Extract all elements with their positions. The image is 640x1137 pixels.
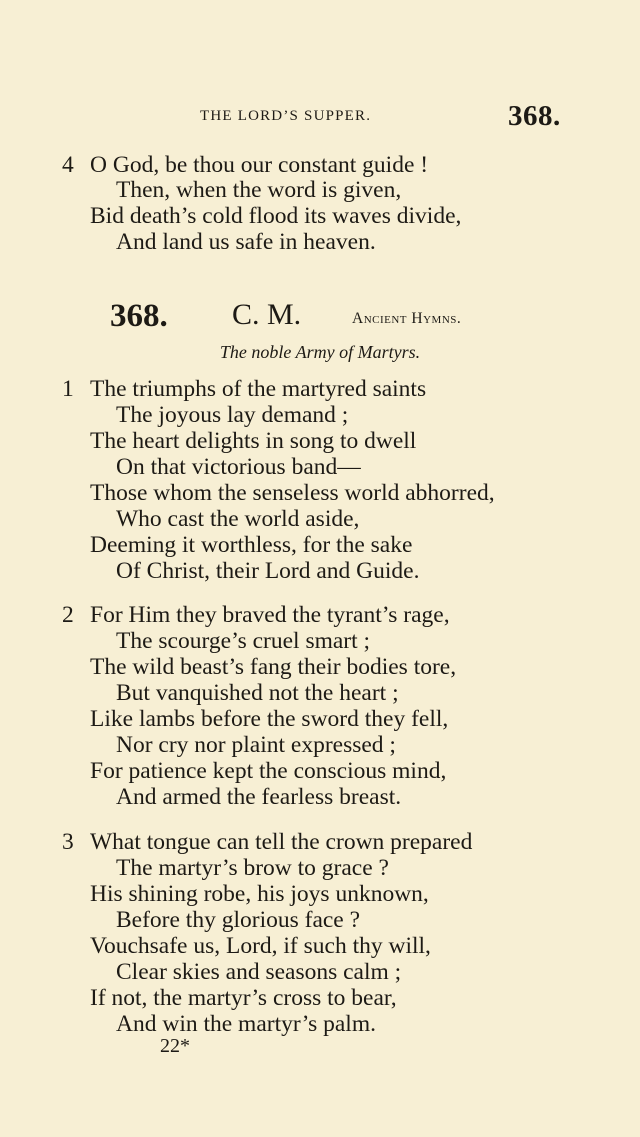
verse-line: The triumphs of the martyred saints [90,376,427,402]
hymn-subtitle: The noble Army of Martyrs. [219,342,421,362]
verse-line: O God, be thou our constant guide ! [90,152,429,178]
running-head-title: THE LORD’S SUPPER. [200,108,372,124]
stanza-number: 3 [62,829,74,855]
verse-line: On that victorious band— [116,454,361,480]
verse-line: His shining robe, his joys unknown, [90,881,429,907]
verse-line: The heart delights in song to dwell [90,428,417,454]
verse-line: Deeming it worthless, for the sake [90,532,413,558]
hymn-source: Ancient Hymns. [352,310,462,327]
verse-line: For patience kept the conscious mind, [90,758,447,784]
verse-line: If not, the martyr’s cross to bear, [90,985,397,1011]
verse-line: Before thy glorious face ? [116,907,361,933]
signature-mark: 22* [160,1035,190,1057]
verse-line: What tongue can tell the crown prepared [90,829,473,855]
verse-line: The joyous lay demand ; [116,402,349,428]
hymn-heading [0,298,640,338]
verse-line: The wild beast’s fang their bodies tore, [90,654,457,680]
verse-line: The scourge’s cruel smart ; [116,628,371,654]
running-head [0,100,640,140]
verse-line: And land us safe in heaven. [116,229,376,255]
verse-line: Bid death’s cold flood its waves divide, [90,203,462,229]
verse-line: Those whom the senseless world abhorred, [90,480,495,506]
hymn-number: 368. [110,298,168,334]
verse-line: Vouchsafe us, Lord, if such thy will, [90,933,431,959]
page-number: 368. [508,100,561,132]
verse-line: Then, when the word is given, [116,177,402,203]
verse-line: The martyr’s brow to grace ? [116,855,389,881]
verse-line: Clear skies and seasons calm ; [116,959,402,985]
stanza-number: 4 [62,152,74,178]
verse-line: For Him they braved the tyrant’s rage, [90,602,450,628]
verse-line: Who cast the world aside, [116,506,360,532]
verse-line: And win the martyr’s palm. [116,1011,376,1037]
stanza-number: 2 [62,602,74,628]
verse-line: Of Christ, their Lord and Guide. [116,558,420,584]
verse-line: Like lambs before the sword they fell, [90,706,449,732]
verse-line: Nor cry nor plaint expressed ; [116,732,396,758]
stanza-number: 1 [62,376,74,402]
verse-line: But vanquished not the heart ; [116,680,399,706]
verse-line: And armed the fearless breast. [116,784,402,810]
hymn-meter: C. M. [232,298,302,331]
